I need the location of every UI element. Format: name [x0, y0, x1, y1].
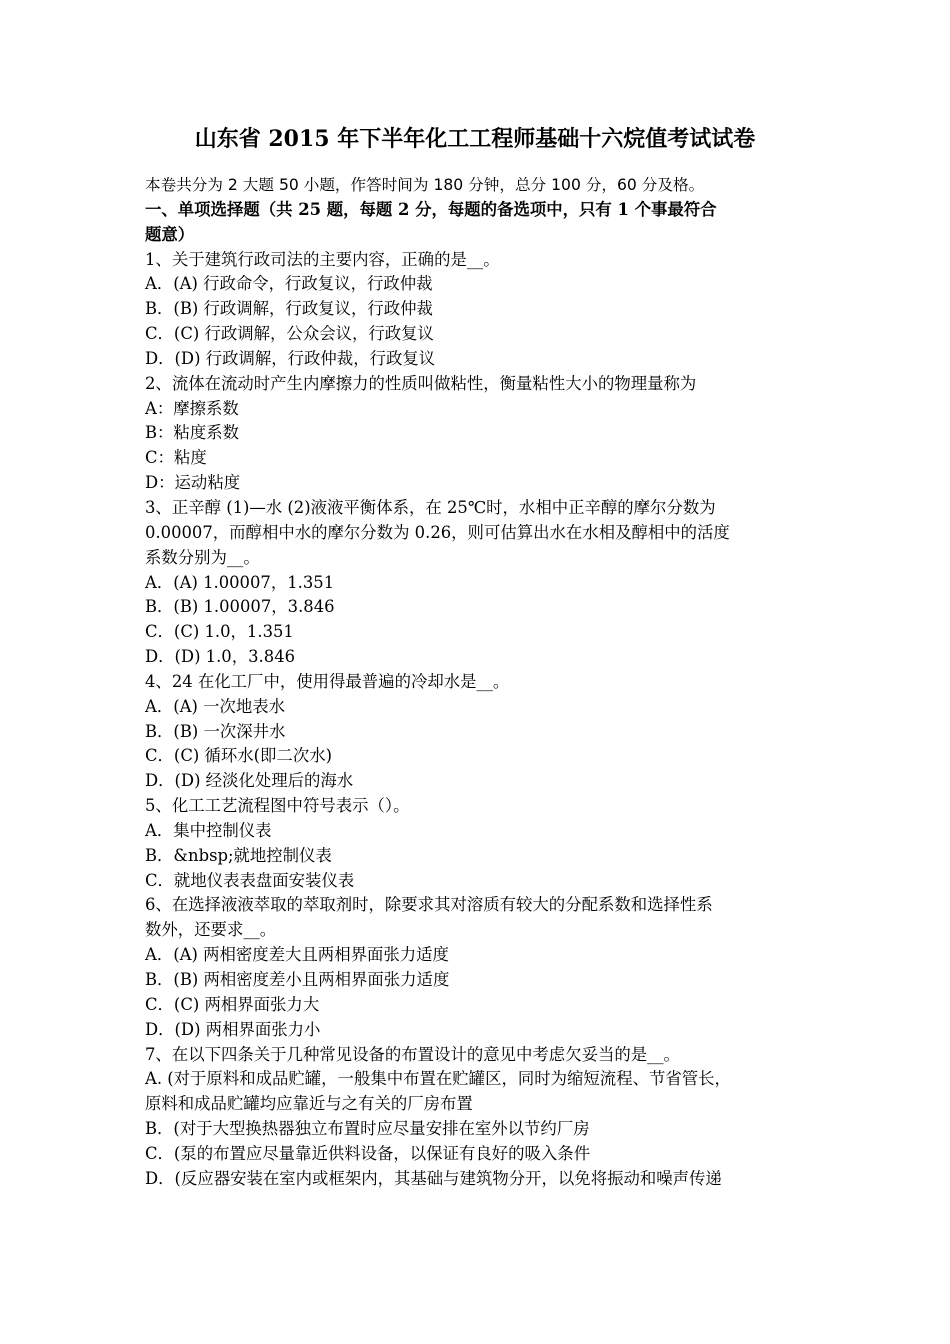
question-3-option-c: C．(C) 1.0，1.351 [145, 622, 294, 642]
question-7-stem: 7、在以下四条关于几种常见设备的布置设计的意见中考虑欠妥当的是__。 [145, 1044, 680, 1064]
question-4-option-c: C．(C) 循环水(即二次水) [145, 746, 332, 766]
question-3-stem-line-2: 0.00007，而醇相中水的摩尔分数为 0.26，则可估算出水在水相及醇相中的活度 [145, 522, 730, 542]
question-5-option-c: C．就地仪表表盘面安装仪表 [145, 870, 355, 890]
question-7-option-a-line-1: A. (对于原料和成品贮罐，一般集中布置在贮罐区，同时为缩短流程、节省管长， [145, 1069, 731, 1089]
question-7-option-b: B．(对于大型换热器独立布置时应尽量安排在室外以节约厂房 [145, 1119, 590, 1139]
question-3-stem-line-3: 系数分别为__。 [145, 547, 260, 567]
question-3-option-a: A．(A) 1.00007，1.351 [145, 572, 335, 592]
question-4-option-a: A．(A) 一次地表水 [145, 696, 286, 716]
question-1-option-b: B．(B) 行政调解，行政复议，行政仲裁 [145, 299, 433, 319]
question-2-option-b: B：粘度系数 [145, 423, 239, 443]
question-1-option-a: A．(A) 行政命令，行政复议，行政仲裁 [145, 274, 433, 294]
question-2-stem: 2、流体在流动时产生内摩擦力的性质叫做粘性，衡量粘性大小的物理量称为 [145, 373, 697, 393]
question-3-stem-line-1: 3、正辛醇 (1)—水 (2)液液平衡体系，在 25℃时，水相中正辛醇的摩尔分数为 [145, 497, 716, 517]
question-4-option-b: B．(B) 一次深井水 [145, 721, 286, 741]
question-6-option-b: B．(B) 两相密度差小且两相界面张力适度 [145, 970, 450, 989]
question-7-option-a-line-2: 原料和成品贮罐均应靠近与之有关的厂房布置 [145, 1094, 473, 1114]
section-heading-line-2: 题意） [145, 224, 195, 244]
question-3-option-d: D．(D) 1.0，3.846 [145, 647, 296, 667]
question-2-option-d: D：运动粘度 [145, 473, 241, 493]
question-7-option-c: C．(泵的布置应尽量靠近供料设备，以保证有良好的吸入条件 [145, 1143, 591, 1163]
question-6-option-d: D．(D) 两相界面张力小 [145, 1019, 321, 1039]
question-6-stem-line-2: 数外，还要求__。 [145, 920, 277, 940]
question-1-stem: 1、关于建筑行政司法的主要内容，正确的是__。 [145, 249, 500, 269]
document-title: 山东省 2015 年下半年化工工程师基础十六烷值考试试卷 [194, 126, 756, 152]
question-6-option-a: A．(A) 两相密度差大且两相界面张力适度 [145, 945, 449, 965]
question-4-option-d: D．(D) 经淡化处理后的海水 [145, 771, 354, 791]
question-5-option-b: B．&nbsp;就地控制仪表 [145, 845, 332, 865]
question-2-option-c: C：粘度 [145, 448, 207, 468]
section-heading-line-1: 一、单项选择题（共 25 题，每题 2 分，每题的备选项中，只有 1 个事最符合 [145, 199, 717, 219]
question-5-stem: 5、化工工艺流程图中符号表示（）。 [145, 796, 410, 816]
question-1-option-c: C．(C) 行政调解，公众会议，行政复议 [145, 324, 434, 344]
question-3-option-b: B．(B) 1.00007，3.846 [145, 597, 335, 617]
question-1-option-d: D．(D) 行政调解，行政仲裁，行政复议 [145, 348, 436, 368]
question-4-stem: 4、24 在化工厂中，使用得最普遍的冷却水是__。 [145, 671, 510, 691]
exam-intro: 本卷共分为 2 大题 50 小题，作答时间为 180 分钟，总分 100 分，60 分及格。 [145, 176, 705, 194]
question-5-option-a: A．集中控制仪表 [145, 820, 272, 840]
question-2-option-a: A：摩擦系数 [145, 398, 239, 418]
question-6-option-c: C．(C) 两相界面张力大 [145, 994, 320, 1014]
question-7-option-d: D．(反应器安装在室内或框架内，其基础与建筑物分开，以免将振动和噪声传递 [145, 1168, 722, 1188]
question-6-stem-line-1: 6、在选择液液萃取的萃取剂时，除要求其对溶质有较大的分配系数和选择性系 [145, 895, 713, 915]
document-body [145, 173, 810, 1192]
